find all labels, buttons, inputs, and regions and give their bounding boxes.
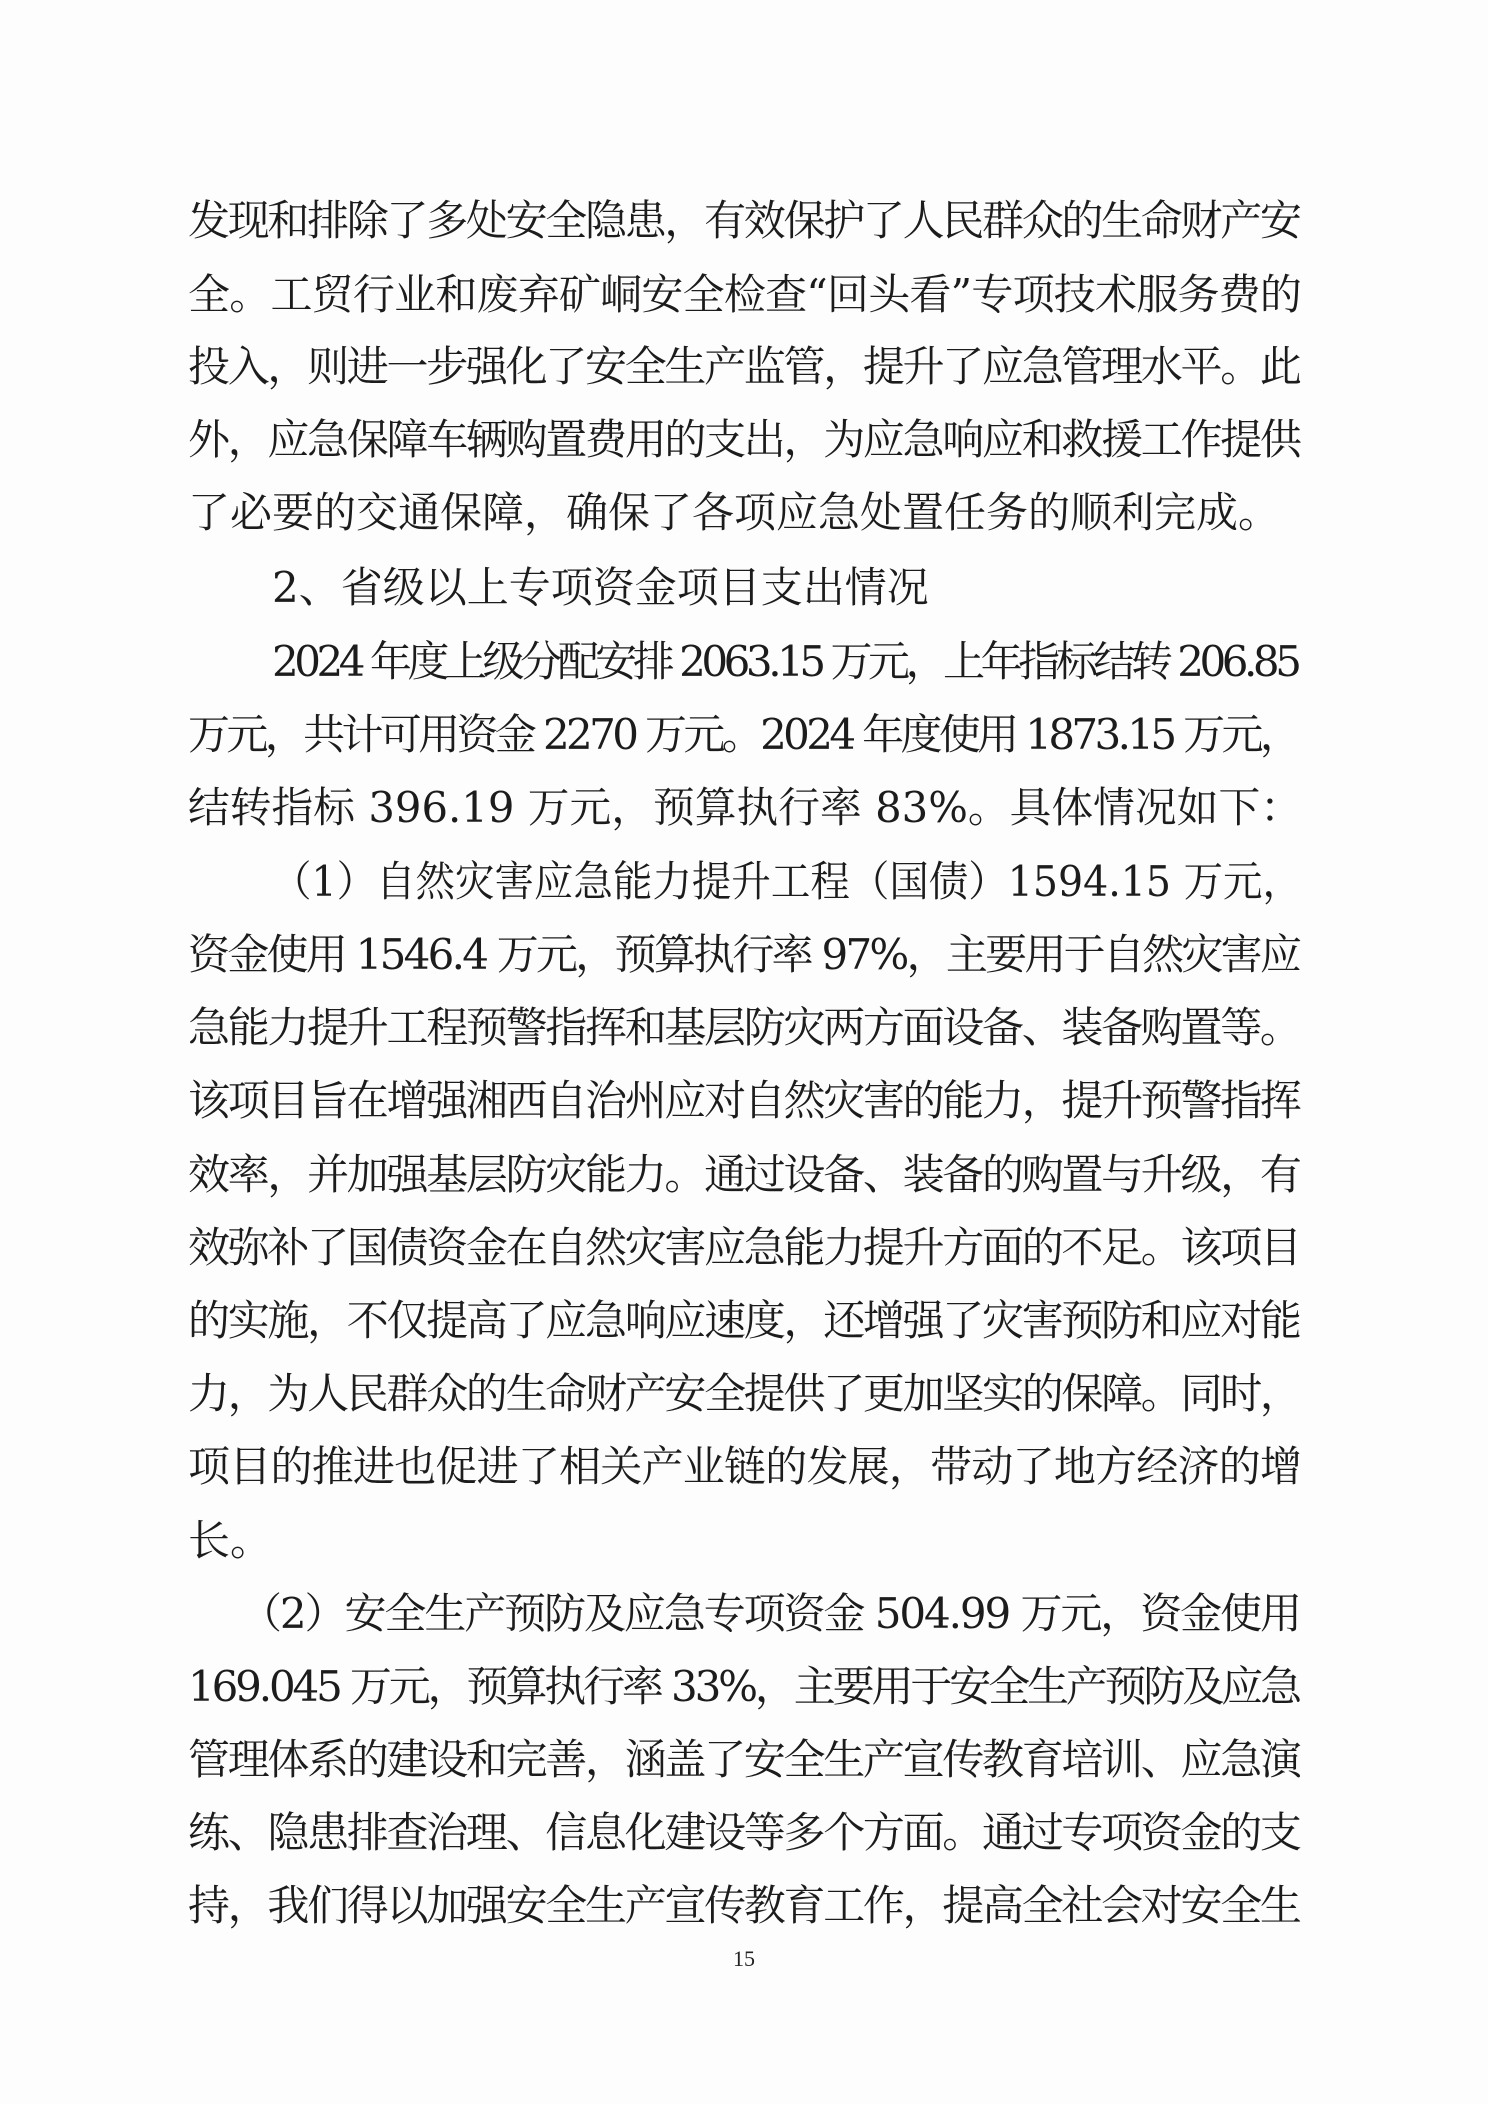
- text-line: 外，应急保障车辆购置费用的支出，为应急响应和救援工作提供: [188, 415, 1300, 464]
- text-line: 了必要的交通保障，确保了各项应急处置任务的顺利完成。: [188, 488, 1281, 537]
- text-line: 全。工贸行业和废弃矿峒安全检查“回头看”专项技术服务费的: [188, 270, 1302, 319]
- text-line: 效率，并加强基层防灾能力。通过设备、装备的购置与升级，有: [188, 1150, 1300, 1199]
- text-line: 急能力提升工程预警指挥和基层防灾两方面设备、装备购置等。: [188, 1003, 1300, 1052]
- text-line: 发现和排除了多处安全隐患，有效保护了人民群众的生命财产安: [188, 196, 1300, 245]
- text-line: 练、隐患排查治理、信息化建设等多个方面。通过专项资金的支: [188, 1808, 1300, 1857]
- text-line: 效弥补了国债资金在自然灾害应急能力提升方面的不足。该项目: [188, 1223, 1300, 1272]
- text-line: 的实施，不仅提高了应急响应速度，还增强了灾害预防和应对能: [188, 1296, 1300, 1345]
- text-line: （1）自然灾害应急能力提升工程（国债）1594.15 万元，: [272, 857, 1303, 906]
- text-line: 资金使用 1546.4 万元，预算执行率 97%，主要用于自然灾害应: [188, 930, 1300, 979]
- text-line: 结转指标 396.19 万元，预算执行率 83%。具体情况如下：: [188, 783, 1302, 832]
- text-line: 持，我们得以加强安全生产宣传教育工作，提高全社会对安全生: [188, 1881, 1300, 1930]
- text-line: 力，为人民群众的生命财产安全提供了更加坚实的保障。同时，: [188, 1369, 1300, 1418]
- text-line: 2、省级以上专项资金项目支出情况: [272, 563, 929, 612]
- text-line: 项目的推进也促进了相关产业链的发展，带动了地方经济的增: [188, 1442, 1302, 1491]
- text-line: 169.045 万元，预算执行率 33%，主要用于安全生产预防及应急: [188, 1662, 1299, 1711]
- text-line: 管理体系的建设和完善，涵盖了安全生产宣传教育培训、应急演: [188, 1735, 1300, 1784]
- text-line: 2024 年度上级分配安排 2063.15 万元，上年指标结转 206.85: [272, 637, 1298, 686]
- text-line: （2）安全生产预防及应急专项资金 504.99 万元，资金使用: [240, 1589, 1300, 1638]
- text-line: 长。: [188, 1516, 273, 1565]
- text-line: 该项目旨在增强湘西自治州应对自然灾害的能力，提升预警指挥: [188, 1076, 1300, 1125]
- text-line: 万元，共计可用资金 2270 万元。2024 年度使用 1873.15 万元，: [188, 710, 1299, 759]
- text-line: 投入，则进一步强化了安全生产监管，提升了应急管理水平。此: [188, 342, 1300, 391]
- page-number: 15: [733, 1946, 755, 1971]
